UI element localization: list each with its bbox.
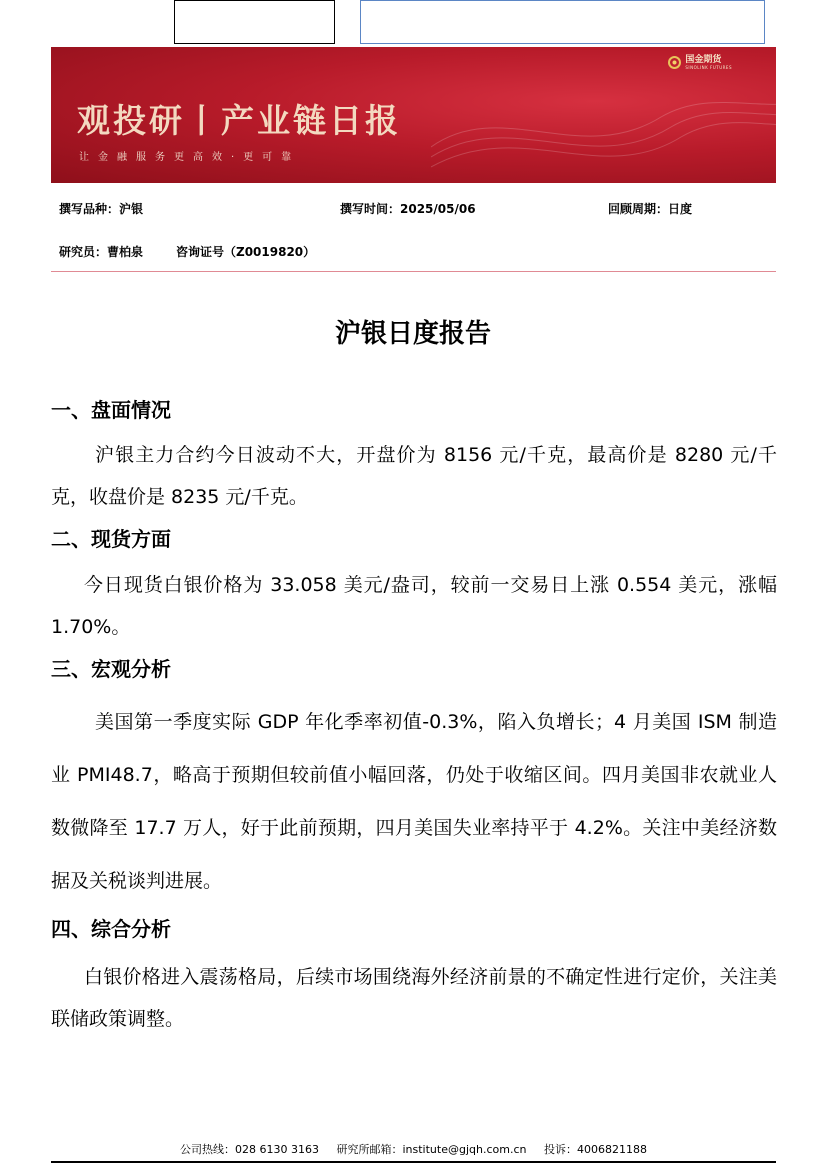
meta-period: 回顾周期：日度: [608, 202, 693, 216]
page-footer: [51, 1141, 776, 1157]
banner-title: 观投研丨产业链日报: [77, 101, 401, 140]
footer-email[interactable]: 研究所邮箱：institute@gjqh.com.cn: [336, 1143, 527, 1156]
meta-researcher: 研究员：曹柏泉: [59, 245, 144, 259]
company-logo: [668, 55, 732, 70]
footer-divider: [51, 1161, 776, 1163]
logo-subtext: SINOLINK FUTURES: [685, 65, 732, 70]
section-paragraph: 美国第一季度实际 GDP 年化季率初值-0.3%，陷入负增长；4 月美国 ISM 制造业 PMI48.7，略高于预期但较前值小幅回落，仍处于收缩区间。四月美国非农就业人数微降至 17.7 万人，好于此前预期，四月美国失业率持平于 4.2%。关注中美经济数据及关税谈判进展。: [51, 711, 777, 892]
section-heading: 二、现货方面: [51, 527, 171, 551]
logo-text: 国金期货: [685, 55, 722, 65]
footer-complaint: 投诉：4006821188: [543, 1143, 647, 1156]
banner-subtitle: 让金融服务更高效·更可靠: [79, 152, 301, 163]
report-banner: [51, 47, 776, 183]
footer-hotline: 公司热线：028 6130 3163: [180, 1143, 319, 1156]
section-heading: 三、宏观分析: [51, 657, 171, 681]
header-box-left: [174, 0, 335, 44]
header-divider: [51, 271, 776, 272]
section-heading: 一、盘面情况: [51, 398, 171, 422]
document-title: 沪银日度报告: [334, 319, 491, 349]
meta-variety: 撰写品种：沪银: [59, 202, 144, 216]
section-heading: 四、综合分析: [51, 917, 171, 941]
meta-license: 咨询证号（Z0019820）: [176, 245, 316, 259]
section-paragraph: 白银价格进入震荡格局，后续市场围绕海外经济前景的不确定性进行定价，关注美联储政策调整。: [51, 966, 777, 1030]
section-paragraph: 沪银主力合约今日波动不大，开盘价为 8156 元/千克，最高价是 8280 元/千克，收盘价是 8235 元/千克。: [51, 444, 777, 508]
logo-icon: [668, 56, 681, 69]
meta-time: 撰写时间：2025/05/06: [340, 202, 476, 216]
header-box-right: [360, 0, 765, 44]
section-paragraph: 今日现货白银价格为 33.058 美元/盎司，较前一交易日上涨 0.554 美元，涨幅 1.70%。: [51, 574, 777, 638]
